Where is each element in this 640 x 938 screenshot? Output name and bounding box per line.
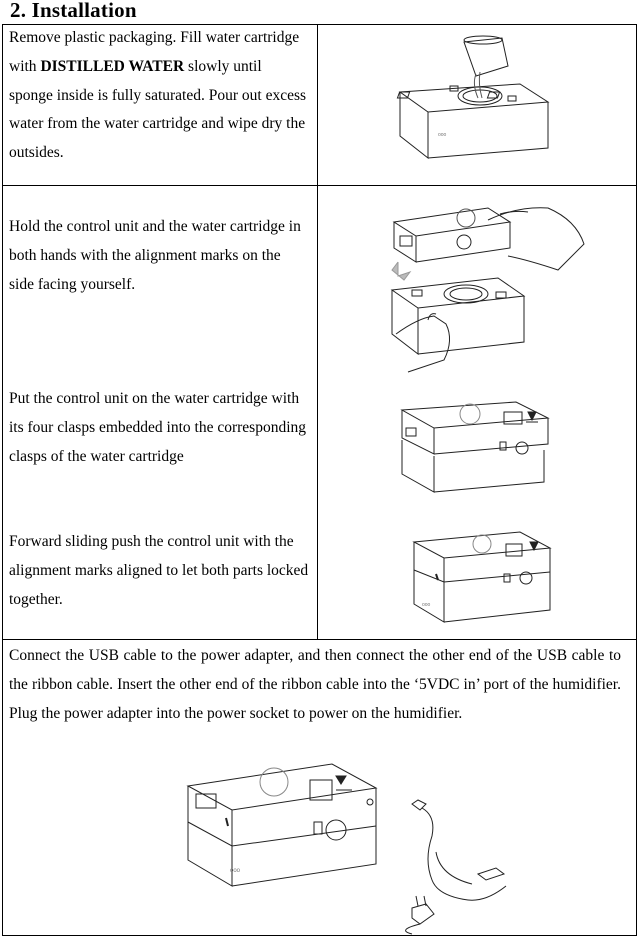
place-unit-illustration bbox=[394, 398, 559, 493]
step-connect-power: Connect the USB cable to the power adapter, and then connect the other end of the USB cable to the ribbon cable. Insert the other end of the ribbon cable into the ‘5VDC in’ port of the humidifier. Plug the power adapter into the power socket to power on the humidifier. bbox=[9, 647, 621, 722]
step-slide-lock: Forward sliding push the control unit with the alignment marks aligned to let both parts locked together. bbox=[9, 533, 309, 608]
step-hold-units: Hold the control unit and the water cartridge in both hands with the alignment marks on the side facing yourself. bbox=[9, 218, 301, 293]
svg-text:ooo: ooo bbox=[422, 602, 431, 608]
fill-cartridge-illustration bbox=[390, 36, 560, 161]
step-fill-text-end: slowly until sponge inside is fully saturated. Pour out excess water from the water cartridge and wipe dry the outsides. bbox=[9, 57, 307, 162]
step-fill-cartridge bbox=[9, 24, 309, 168]
row-divider bbox=[3, 185, 636, 186]
locked-unit-illustration bbox=[408, 530, 560, 615]
hold-units-illustration bbox=[388, 200, 588, 375]
connect-power-illustration bbox=[186, 756, 526, 934]
section-heading: 2. Installation bbox=[10, 0, 137, 22]
step-place-unit: Put the control unit on the water cartridge with its four clasps embedded into the corresponding clasps of the water cartridge bbox=[9, 390, 307, 465]
svg-text:ooo: ooo bbox=[438, 132, 447, 138]
column-divider bbox=[317, 25, 318, 639]
distilled-water-emphasis: DISTILLED WATER bbox=[40, 57, 185, 75]
step-fill-text: Remove plastic packaging. Fill water cartridge with bbox=[9, 29, 300, 75]
svg-text:ooo: ooo bbox=[230, 868, 241, 874]
row-divider bbox=[3, 639, 636, 640]
